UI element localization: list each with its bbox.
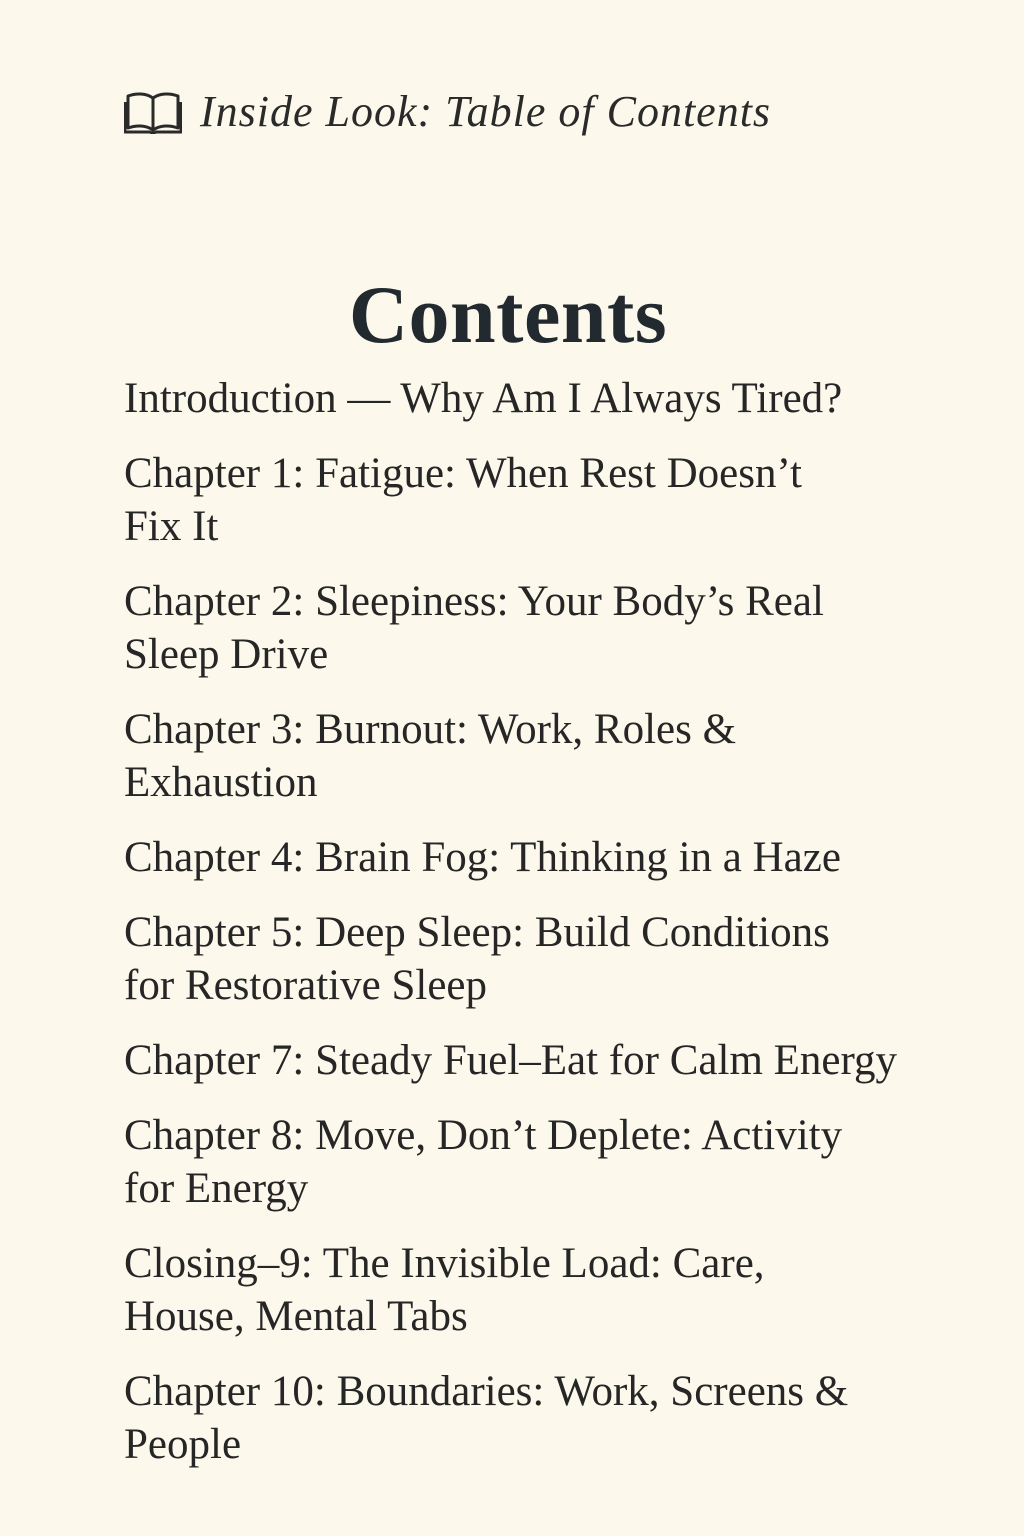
toc-entry-line: Exhaustion <box>124 759 318 806</box>
toc-entry <box>124 447 964 553</box>
toc-entry-line: Closing–9: The Invisible Load: Care, <box>124 1240 765 1287</box>
toc-entry <box>124 703 964 809</box>
toc-entry <box>124 1237 964 1343</box>
toc-entry-line: Chapter 2: Sleepiness: Your Body’s Real <box>124 578 824 625</box>
table-of-contents <box>124 372 964 1493</box>
toc-entry <box>124 575 964 681</box>
toc-entry-line: Chapter 8: Move, Don’t Deplete: Activity <box>124 1112 843 1159</box>
toc-entry-line: Chapter 7: Steady Fuel–Eat for Calm Energy <box>124 1037 898 1084</box>
toc-entry-line: House, Mental Tabs <box>124 1293 468 1340</box>
toc-entry <box>124 831 964 884</box>
toc-entry-line: Introduction — Why Am I Always Tired? <box>124 375 843 422</box>
toc-entry-line: People <box>124 1421 242 1468</box>
toc-entry-line: Chapter 5: Deep Sleep: Build Conditions <box>124 909 830 956</box>
toc-entry-line: Sleep Drive <box>124 631 329 678</box>
header-label: Inside Look: Table of Contents <box>200 87 772 136</box>
page-header <box>124 86 771 138</box>
toc-entry <box>124 906 964 1012</box>
toc-entry <box>124 1034 964 1087</box>
toc-entry <box>124 372 964 425</box>
toc-entry <box>124 1109 964 1215</box>
toc-entry-line: Chapter 10: Boundaries: Work, Screens & <box>124 1368 849 1415</box>
book-icon <box>124 90 182 134</box>
toc-entry-line: Fix It <box>124 503 219 550</box>
toc-entry-line: Chapter 4: Brain Fog: Thinking in a Haze <box>124 834 841 881</box>
page-title: Contents <box>348 268 668 360</box>
toc-entry-line: for Restorative Sleep <box>124 962 488 1009</box>
toc-entry-line: for Energy <box>124 1165 309 1212</box>
toc-entry-line: Chapter 3: Burnout: Work, Roles & <box>124 706 737 753</box>
toc-entry-line: Chapter 1: Fatigue: When Rest Doesn’t <box>124 450 802 497</box>
toc-entry <box>124 1365 964 1471</box>
